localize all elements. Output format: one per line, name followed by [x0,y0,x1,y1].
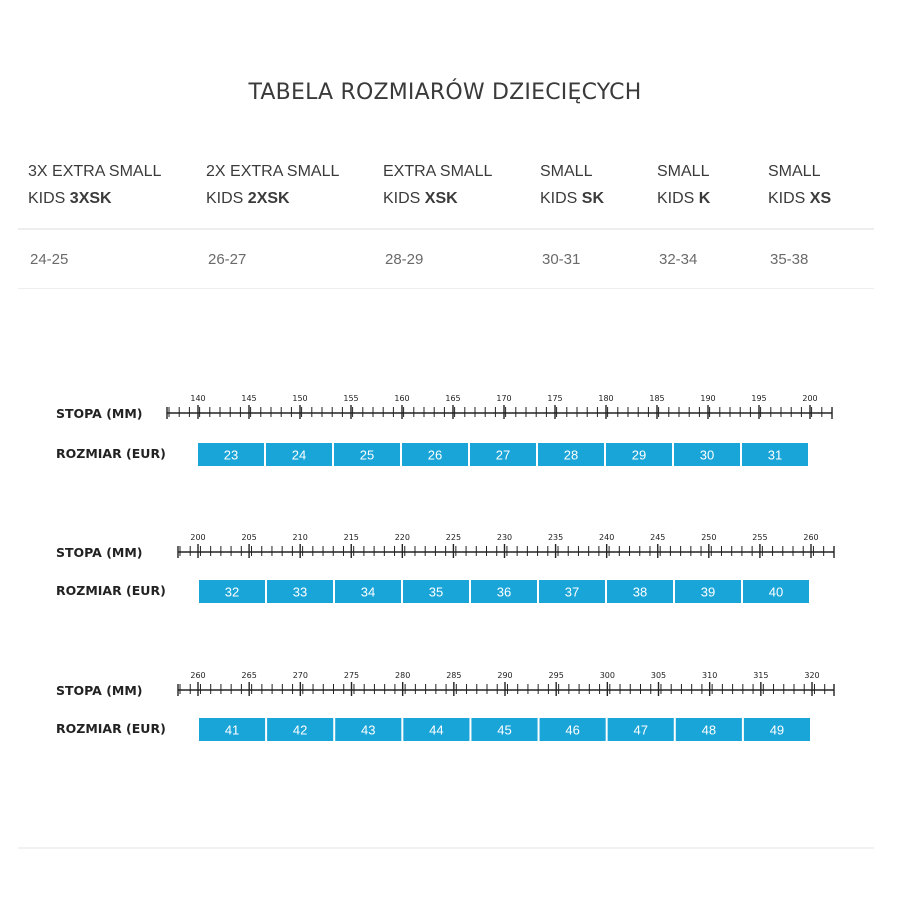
foot-length-tick-label: 245 [650,533,666,542]
foot-length-tick-label: 215 [343,533,359,542]
foot-length-tick-label: 300 [599,671,615,680]
eur-size-value: 44 [429,722,444,738]
size-name: SMALL [540,163,593,180]
eur-size-value: 25 [359,447,375,463]
size-name: EXTRA SMALL [383,163,493,180]
eur-size-value: 31 [767,447,783,463]
foot-length-tick-label: 160 [394,394,410,403]
foot-length-tick-label: 190 [700,394,716,403]
size-code: SK [581,190,605,207]
foot-length-tick-label: 200 [802,394,818,403]
foot-length-tick-label: 165 [445,394,461,403]
size-name: SMALL [657,163,710,180]
eur-size-value: 39 [700,584,716,600]
size-range-value: 24-25 [30,251,69,268]
foot-length-tick-label: 210 [292,533,308,542]
size-name: 3X EXTRA SMALL [28,163,162,180]
eur-size-value: 24 [291,447,307,463]
foot-length-tick-label: 255 [752,533,768,542]
eur-size-value: 42 [292,722,308,738]
foot-length-tick-label: 195 [751,394,767,403]
eur-size-value: 26 [427,447,443,463]
size-prefix: KIDS [28,190,70,207]
eur-size-value: 38 [632,584,648,600]
foot-length-tick-label: 315 [753,671,769,680]
size-prefix: KIDS [768,190,810,207]
foot-length-tick-label: 250 [701,533,717,542]
size-range-value: 30-31 [542,251,581,268]
foot-length-tick-label: 305 [650,671,667,680]
foot-length-tick-label: 145 [241,394,257,403]
foot-length-tick-label: 260 [803,533,819,542]
foot-length-tick-label: 170 [496,394,512,403]
size-prefix: KIDS [657,190,699,207]
foot-length-tick-label: 150 [292,394,308,403]
foot-length-tick-label: 320 [804,671,820,680]
foot-length-tick-label: 155 [343,394,359,403]
foot-length-tick-label: 200 [190,533,206,542]
eur-size-value: 49 [769,722,785,738]
size-chart-1 [56,394,832,466]
eur-size-value: 23 [223,447,239,463]
foot-length-tick-label: 260 [190,671,206,680]
size-code: 2XSK [247,190,290,207]
size-code: XS [809,190,832,207]
size-range-value: 28-29 [385,251,424,268]
size-prefix: KIDS [383,190,425,207]
page-title: TABELA ROZMIARÓW DZIECIĘCYCH [248,80,642,105]
eur-size-value: 29 [631,447,647,463]
foot-length-tick-label: 180 [598,394,614,403]
eur-size-value: 33 [292,584,308,600]
foot-length-tick-label: 290 [497,671,513,680]
eur-size-value: 28 [563,447,579,463]
foot-length-tick-label: 175 [547,394,563,403]
eur-size-value: 36 [496,584,512,600]
eur-size-value: 35 [428,584,444,600]
eur-size-label: ROZMIAR (EUR) [56,721,166,736]
foot-length-tick-label: 230 [496,533,513,542]
foot-length-tick-label: 220 [394,533,410,542]
eur-size-value: 41 [224,722,240,738]
eur-size-value: 30 [699,447,715,463]
eur-size-value: 34 [360,584,376,600]
eur-size-value: 48 [701,722,717,738]
size-prefix: KIDS [540,190,582,207]
eur-size-value: 45 [497,722,512,738]
eur-size-value: 40 [768,584,784,600]
size-name: 2X EXTRA SMALL [206,163,340,180]
eur-size-value: 37 [564,584,580,600]
foot-length-tick-label: 235 [547,533,564,542]
foot-length-label: STOPA (MM) [56,406,143,421]
size-code: XSK [424,190,458,207]
foot-length-tick-label: 270 [292,671,308,680]
size-chart-2 [56,533,834,603]
size-code: K [698,190,711,207]
eur-size-label: ROZMIAR (EUR) [56,583,166,598]
foot-length-label: STOPA (MM) [56,545,143,560]
eur-size-label: ROZMIAR (EUR) [56,446,166,461]
size-range-value: 32-34 [659,251,698,268]
size-name: SMALL [768,163,821,180]
foot-length-label: STOPA (MM) [56,683,143,698]
foot-length-tick-label: 310 [702,671,718,680]
foot-length-tick-label: 275 [343,671,360,680]
size-code: 3XSK [69,190,112,207]
bottom-divider [18,847,874,849]
size-range-value: 26-27 [208,251,247,268]
foot-length-tick-label: 240 [599,533,615,542]
foot-length-tick-label: 295 [548,671,564,680]
eur-size-value: 27 [495,447,511,463]
size-range-value: 35-38 [770,251,809,268]
eur-size-value: 46 [565,722,580,738]
foot-length-tick-label: 285 [446,671,462,680]
foot-length-tick-label: 185 [649,394,665,403]
foot-length-tick-label: 265 [241,671,257,680]
size-prefix: KIDS [206,190,248,207]
eur-size-value: 32 [224,584,240,600]
size-chart-3 [56,671,834,741]
foot-length-tick-label: 140 [190,394,206,403]
foot-length-tick-label: 205 [241,533,257,542]
eur-size-value: 43 [361,722,376,738]
foot-length-tick-label: 280 [395,671,411,680]
foot-length-tick-label: 225 [445,533,462,542]
eur-size-value: 47 [633,722,648,738]
